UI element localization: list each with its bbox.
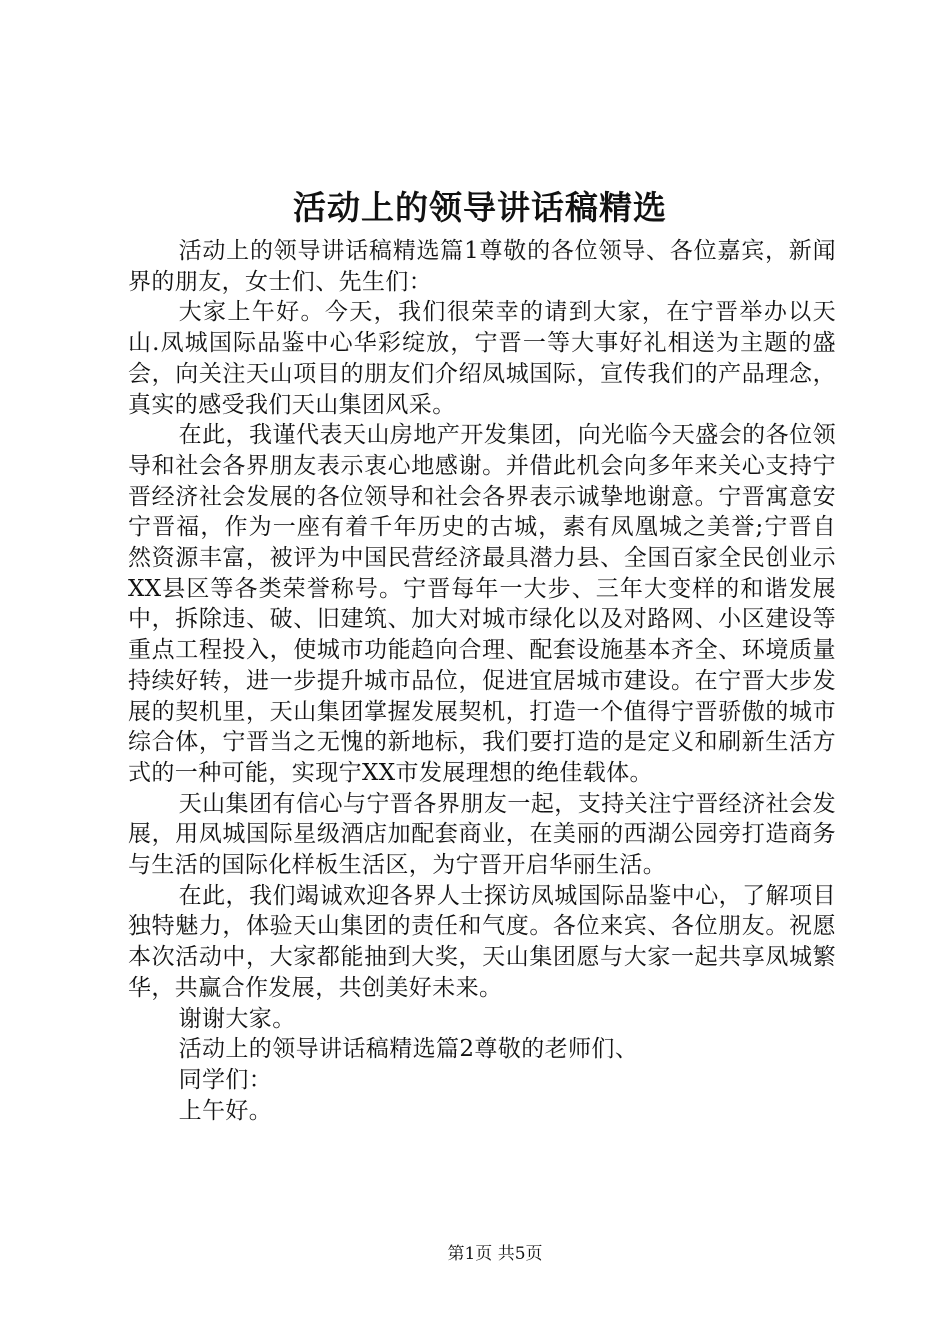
paragraph: 天山集团有信心与宁晋各界朋友一起，支持关注宁晋经济社会发展，用凤城国际星级酒店加配套商业，在美丽的西湖公园旁打造商务与生活的国际化样板生活区，为宁晋开启华丽生活。 — [128, 790, 836, 879]
document-title: 活动上的领导讲话稿精选 — [293, 188, 667, 227]
page-footer: 第1页 共5页 — [447, 1244, 543, 1264]
paragraph: 在此，我们竭诚欢迎各界人士探访凤城国际品鉴中心，了解项目独特魅力，体验天山集团的责任和气度。各位来宾、各位朋友。祝愿本次活动中，大家都能抽到大奖，天山集团愿与大家一起共享凤城繁华，共赢合作发展，共创美好未来。 — [128, 882, 836, 1001]
paragraph: 大家上午好。今天，我们很荣幸的请到大家，在宁晋举办以天山.凤城国际品鉴中心华彩绽放，宁晋一等大事好礼相送为主题的盛会，向关注天山项目的朋友们介绍凤城国际，宣传我们的产品理念，真实的感受我们天山集团风采。 — [128, 299, 836, 418]
paragraph: 在此，我谨代表天山房地产开发集团，向光临今天盛会的各位领导和社会各界朋友表示衷心地感谢。并借此机会向多年来关心支持宁晋经济社会发展的各位领导和社会各界表示诚挚地谢意。宁晋寓意安宁晋福，作为一座有着千年历史的古城，素有凤凰城之美誉;宁晋自然资源丰富，被评为中国民营经济最具潜力县、全国百家全民创业示XX县区等各类荣誉称号。宁晋每年一大步、三年大变样的和谐发展中，拆除违、破、旧建筑、加大对城市绿化以及对路网、小区建设等重点工程投入，使城市功能趋向合理、配套设施基本齐全、环境质量持续好转，进一步提升城市品位，促进宜居城市建设。在宁晋大步发展的契机里，天山集团掌握发展契机，打造一个值得宁晋骄傲的城市综合体，宁晋当之无愧的新地标，我们要打造的是定义和刷新生活方式的一种可能，实现宁XX市发展理想的绝佳载体。 — [128, 422, 836, 786]
paragraph: 谢谢大家。 — [178, 1005, 296, 1032]
paragraph: 活动上的领导讲话稿精选篇2尊敬的老师们、 — [178, 1036, 639, 1063]
paragraph: 上午好。 — [178, 1097, 273, 1124]
paragraph: 活动上的领导讲话稿精选篇1尊敬的各位领导、各位嘉宾，新闻界的朋友，女士们、先生们： — [128, 238, 836, 295]
document-body — [128, 236, 836, 1126]
paragraph: 同学们： — [178, 1066, 273, 1093]
